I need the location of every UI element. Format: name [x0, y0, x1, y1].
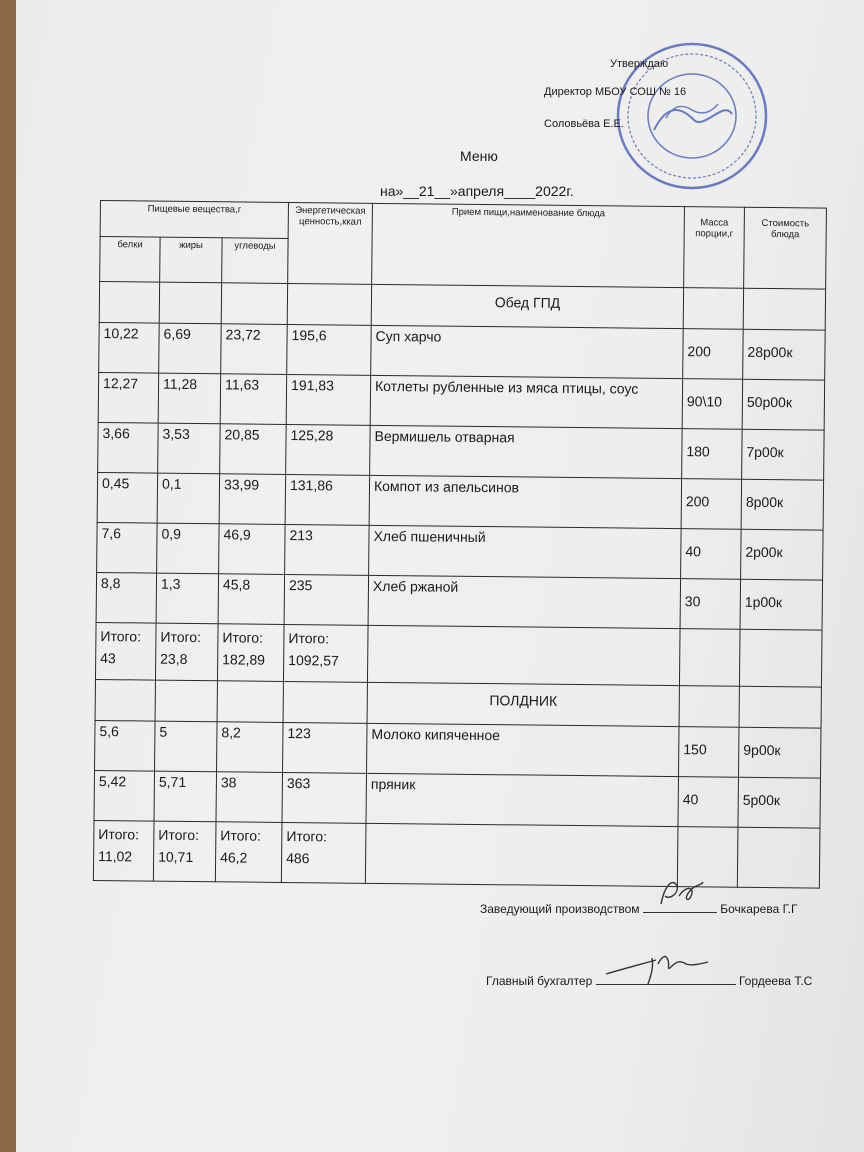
menu-date: на»__21__»апреля____2022г.: [380, 183, 574, 199]
total-carbs: Итого: 46,2: [215, 822, 282, 883]
cell-dish: Котлеты рубленные из мяса птицы, соус: [370, 375, 683, 428]
header-protein: белки: [100, 237, 160, 283]
cell-energy: 195,6: [287, 324, 372, 375]
cell-energy: 235: [284, 574, 369, 625]
cell-carbs: 33,99: [219, 474, 286, 525]
cell-cost: 2р00к: [741, 529, 824, 580]
cell-dish: Компот из апельсинов: [369, 475, 682, 528]
cell-fat: 6,69: [159, 323, 222, 374]
header-nutrients: Пищевые вещества,г: [100, 201, 288, 239]
handwritten-signature: [643, 874, 717, 914]
cell-protein: 10,22: [99, 322, 160, 373]
total-protein: Итого: 11,02: [93, 820, 154, 881]
menu-table: [93, 200, 827, 889]
cell-mass: 200: [681, 479, 742, 530]
header-cost: Стоимость блюда: [744, 207, 827, 289]
cell-dish: Хлеб пшеничный: [369, 525, 682, 578]
document-page: [16, 0, 864, 1152]
header-meal: Прием пищи,наименование блюда: [372, 203, 685, 287]
cell-energy: 363: [282, 772, 367, 823]
cell-cost: 28р00к: [743, 329, 826, 380]
signature-accountant: [486, 972, 812, 988]
table-row: [98, 422, 824, 480]
cell-dish: пряник: [366, 773, 679, 826]
cell-mass: 40: [681, 529, 742, 580]
production-label: Заведующий производством: [480, 902, 640, 916]
cell-energy: 191,83: [286, 374, 371, 425]
cell-carbs: 46,9: [219, 524, 286, 575]
cell-cost: 9р00к: [739, 727, 822, 778]
section-lunch: Обед ГПД: [371, 284, 683, 328]
signature-line: [643, 900, 717, 913]
cell-carbs: 20,85: [220, 424, 287, 475]
totals-row: [95, 622, 822, 687]
header-portion: Масса порции,г: [684, 207, 745, 289]
handwritten-signature: [596, 938, 736, 988]
cell-protein: 7,6: [97, 522, 158, 573]
cell-dish: Хлеб ржаной: [368, 575, 681, 628]
cell-cost: 5р00к: [738, 777, 821, 828]
cell-cost: 1р00к: [740, 579, 823, 630]
cell-mass: 90\10: [682, 379, 743, 430]
signature-line: [596, 972, 736, 985]
signature-production: [480, 900, 797, 916]
cell-energy: 123: [283, 722, 368, 773]
cell-carbs: 8,2: [217, 722, 284, 773]
table-row: [96, 572, 822, 630]
cell-carbs: 11,63: [220, 374, 287, 425]
cell-energy: 125,28: [286, 424, 371, 475]
cell-fat: 11,28: [158, 373, 221, 424]
cell-dish: Вермишель отварная: [370, 425, 683, 478]
cell-carbs: 38: [216, 772, 283, 823]
cell-mass: 30: [680, 579, 741, 630]
cell-fat: 0,9: [157, 523, 220, 574]
header-fat: жиры: [160, 237, 222, 283]
cell-fat: 0,1: [157, 473, 220, 524]
cell-energy: 213: [285, 524, 370, 575]
cell-protein: 8,8: [96, 572, 157, 623]
accountant-name: Гордеева Т.С: [738, 974, 813, 988]
cell-mass: 150: [679, 727, 740, 778]
total-energy: Итого: 486: [281, 822, 366, 883]
cell-mass: 180: [682, 429, 743, 480]
table-row: [98, 372, 824, 430]
cell-fat: 5: [155, 721, 218, 772]
approval-line-2: Директор МБОУ СОШ № 16: [544, 86, 687, 98]
cell-mass: 40: [678, 777, 739, 828]
cell-cost: 50р00к: [742, 379, 825, 430]
cell-mass: 200: [683, 329, 744, 380]
cell-dish: Суп харчо: [371, 325, 684, 378]
table-row: [94, 770, 820, 828]
accountant-label: Главный бухгалтер: [486, 974, 593, 988]
cell-protein: 12,27: [98, 372, 159, 423]
total-carbs: Итого: 182,89: [217, 624, 284, 682]
table-row: [97, 522, 823, 580]
total-fat: Итого: 23,8: [155, 623, 218, 681]
header-energy: Энергетическая ценность,ккал: [288, 202, 373, 284]
cell-fat: 5,71: [154, 771, 217, 822]
cell-fat: 3,53: [158, 423, 221, 474]
table-row: [97, 472, 823, 530]
cell-dish: Молоко кипяченное: [367, 723, 680, 776]
approval-line-1: Утверждаю: [610, 58, 669, 70]
page-title: Меню: [460, 148, 498, 164]
cell-fat: 1,3: [156, 573, 219, 624]
cell-cost: 8р00к: [741, 479, 824, 530]
table-row: [95, 720, 821, 778]
production-name: Бочкарева Г.Г: [720, 902, 798, 916]
approval-line-3: Соловьёва Е.Е.: [544, 118, 624, 130]
table-row: [99, 322, 825, 380]
cell-protein: 5,6: [95, 720, 156, 771]
cell-protein: 3,66: [98, 422, 159, 473]
cell-carbs: 45,8: [218, 574, 285, 625]
total-protein: Итого: 43: [95, 622, 156, 680]
cell-energy: 131,86: [285, 474, 370, 525]
header-carbs: углеводы: [222, 238, 288, 284]
section-snack: ПОЛДНИК: [367, 682, 679, 726]
total-fat: Итого: 10,71: [153, 821, 216, 882]
cell-protein: 0,45: [97, 472, 158, 523]
total-energy: Итого: 1092,57: [283, 624, 368, 682]
cell-carbs: 23,72: [221, 324, 288, 375]
cell-cost: 7р00к: [742, 429, 825, 480]
cell-protein: 5,42: [94, 770, 155, 821]
